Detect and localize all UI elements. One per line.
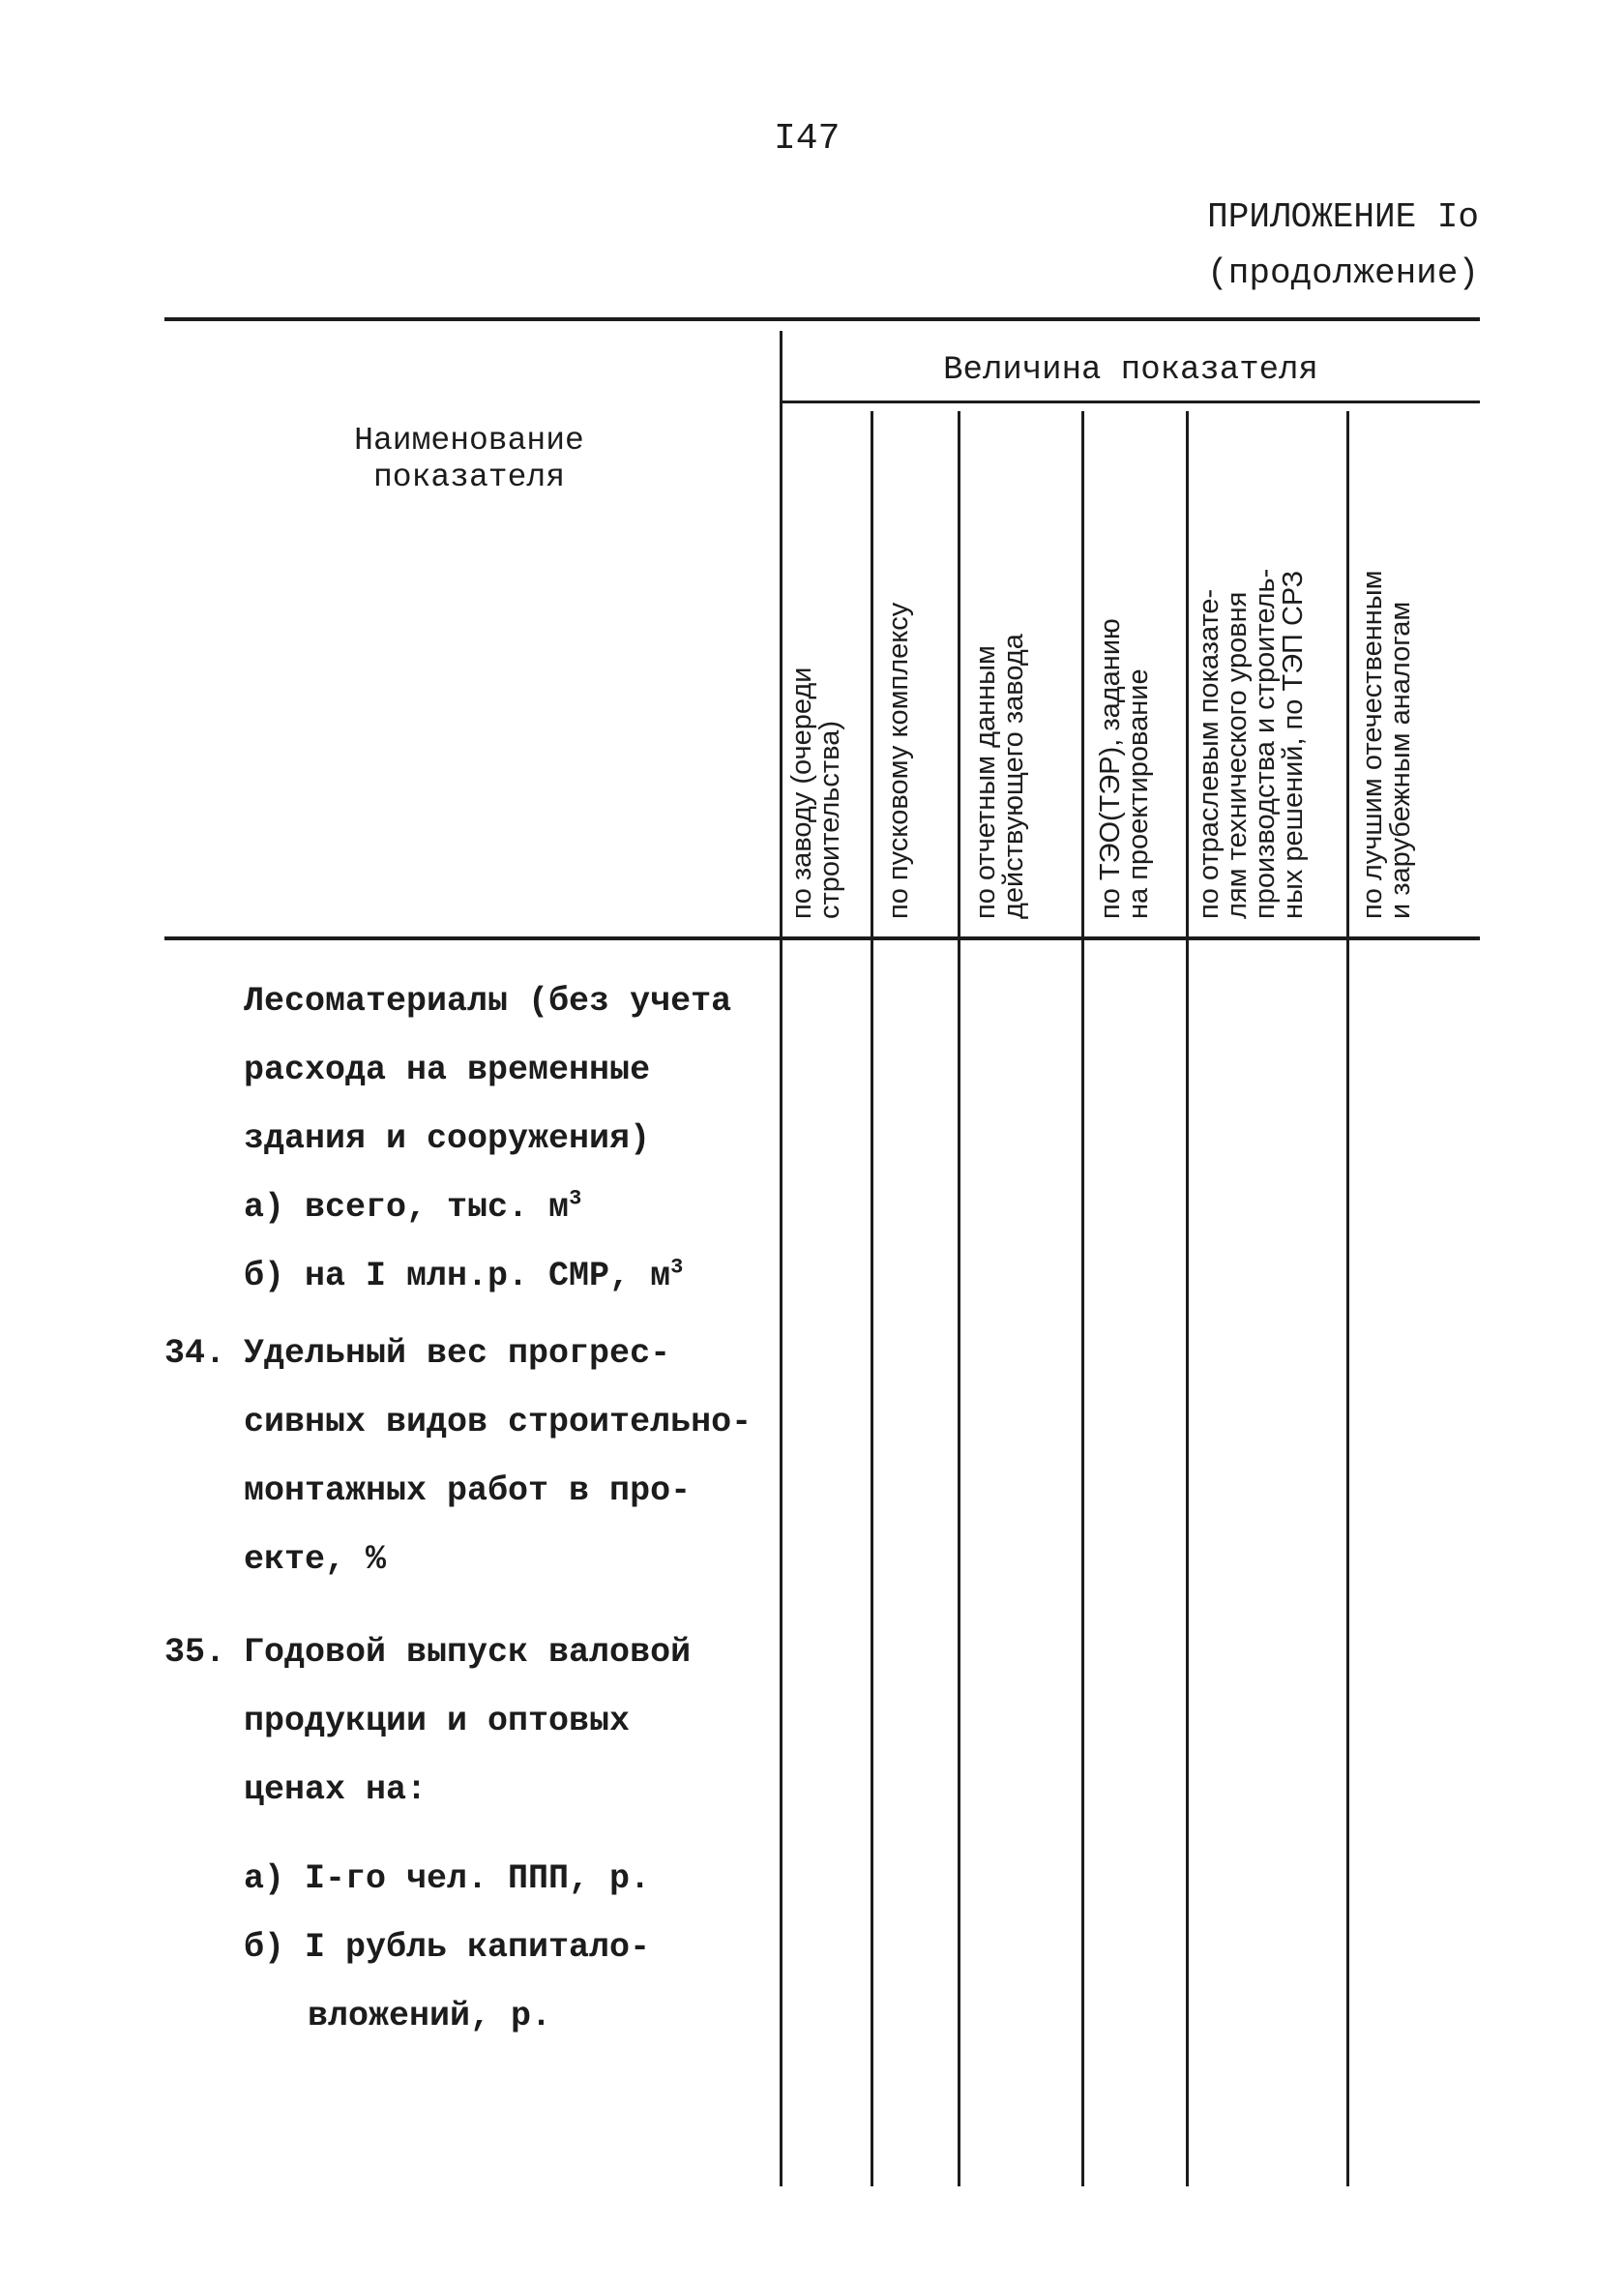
- row-35-line: Годовой выпуск валовой: [244, 1633, 692, 1672]
- column-header-4: [1097, 416, 1178, 919]
- row-35-item-b-cont: вложений, р.: [308, 1997, 552, 2035]
- row-33-item-b: [244, 1242, 683, 1311]
- row-35-line: ценах на:: [244, 1770, 428, 1809]
- row-35-line: продукции и оптовых: [244, 1702, 631, 1740]
- row-33-item-a-text: а) всего, тыс. м: [244, 1188, 570, 1227]
- column-header-3: [972, 416, 1053, 919]
- row-33-item-b-exponent: 3: [670, 1255, 684, 1280]
- column-header-6: [1359, 416, 1440, 919]
- row-33-item-a: [244, 1173, 581, 1242]
- column-header-name: Наименование показателя: [354, 423, 584, 495]
- row-33-line: здания и сооружения): [244, 1119, 651, 1158]
- row-34-line: екте, %: [244, 1540, 387, 1579]
- column-header-5: [1196, 416, 1341, 919]
- column-header-5-label: по отраслевым показате- лям технического уровня производства и строитель- ных решений, по ТЭП СРЗ: [1194, 568, 1309, 919]
- column-divider: [1081, 411, 1084, 2186]
- column-header-6-label: по лучшим отечественным и зарубежным аналогам: [1357, 570, 1416, 919]
- page-number: I47: [774, 118, 841, 160]
- row-34-line: монтажных работ в про-: [244, 1471, 692, 1510]
- header-bottom-rule: [164, 936, 1480, 940]
- row-34-line: Удельный вес прогрес-: [244, 1334, 671, 1373]
- column-divider: [1346, 411, 1349, 2186]
- row-35-item-a: а) I-го чел. ППП, р.: [244, 1859, 651, 1898]
- column-divider: [780, 331, 782, 2186]
- row-34-number: 34.: [164, 1334, 226, 1373]
- column-group-header: Величина показателя: [943, 352, 1318, 389]
- row-35-number: 35.: [164, 1633, 226, 1672]
- appendix-subtitle: (продолжение): [1207, 253, 1479, 293]
- column-header-3-label: по отчетным данным действующего завода: [970, 634, 1029, 919]
- group-header-rule: [782, 401, 1480, 403]
- table-top-rule: [164, 317, 1480, 321]
- row-34-line: сивных видов строительно-: [244, 1403, 753, 1441]
- column-divider: [871, 411, 873, 2186]
- row-35-item-b: б) I рубль капитало-: [244, 1928, 651, 1967]
- column-header-1: [788, 416, 870, 919]
- column-header-2: [885, 416, 966, 919]
- column-divider: [1186, 411, 1189, 2186]
- column-header-1-label: по заводу (очереди строительства): [786, 667, 845, 919]
- row-33-item-b-text: б) на I млн.р. СМР, м: [244, 1257, 671, 1295]
- column-header-4-label: по ТЭО(ТЭР), заданию на проектирование: [1095, 618, 1154, 919]
- row-33-item-a-exponent: 3: [569, 1186, 582, 1211]
- row-33-line: расхода на временные: [244, 1051, 651, 1089]
- appendix-title: ПРИЛОЖЕНИЕ Iо: [1207, 197, 1479, 237]
- row-33-line: Лесоматериалы (без учета: [244, 982, 732, 1021]
- column-header-2-label: по пусковому комплексу: [883, 602, 914, 919]
